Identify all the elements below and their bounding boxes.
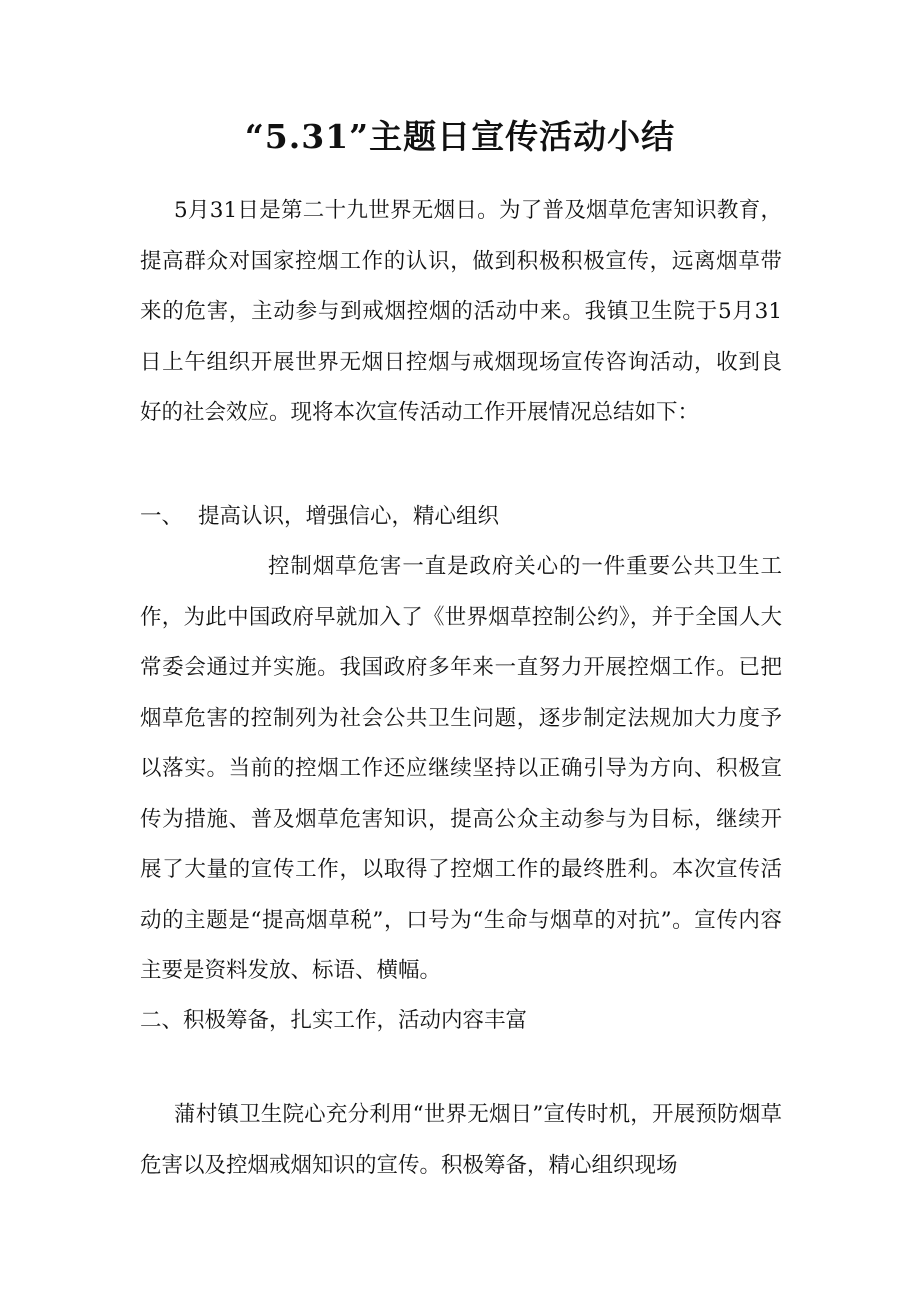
section-2-heading: 二、积极筹备，扎实工作，活动内容丰富 xyxy=(140,1008,528,1033)
section-1-heading-text: 提高认识，增强信心，精心组织 xyxy=(198,504,500,529)
document-title: “5.31”主题日宣传活动小结 xyxy=(244,117,676,156)
section-1-heading xyxy=(140,492,782,543)
section-1-number: 一、 xyxy=(140,504,184,529)
intro-paragraph: 5月31日是第二十九世界无烟日。为了普及烟草危害知识教育，提高群众对国家控烟工作的认识，做到积极积极宣传，远离烟草带来的危害，主动参与到戒烟控烟的活动中来。我镇卫生院于5月31日上午组织开展世界无烟日控烟与戒烟现场宣传咨询活动，收到良好的社会效应。现将本次宣传活动工作开展情况总结如下： xyxy=(140,198,782,425)
section-2-body: 蒲村镇卫生院心充分利用“世界无烟日”宣传时机，开展预防烟草危害以及控烟戒烟知识的宣传。积极筹备，精心组织现场 xyxy=(140,1102,782,1178)
section-1-body: 控制烟草危害一直是政府关心的一件重要公共卫生工作，为此中国政府早就加入了《世界烟草控制公约》，并于全国人大常委会通过并实施。我国政府多年来一直努力开展控烟工作。已把烟草危害的控制列为社会公共卫生问题，逐步制定法规加大力度予以落实。当前的控烟工作还应继续坚持以正确引导为方向、积极宣传为措施、普及烟草危害知识，提高公众主动参与为目标，继续开展了大量的宣传工作，以取得了控烟工作的最终胜利。本次宣传活动的主题是“提高烟草税”，口号为“生命与烟草的对抗”。宣传内容主要是资料发放、标语、横幅。 xyxy=(140,554,782,983)
